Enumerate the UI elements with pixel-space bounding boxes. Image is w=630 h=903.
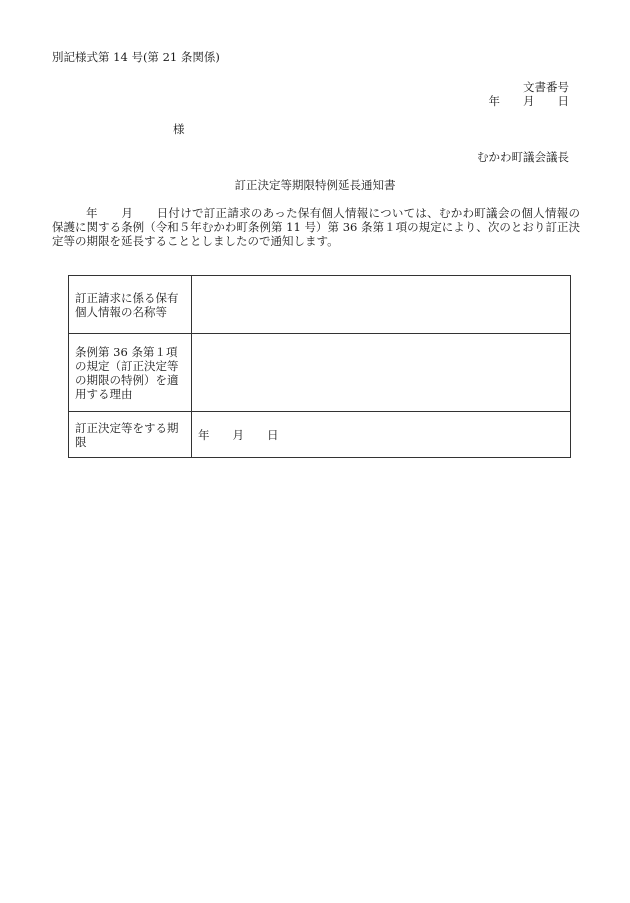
table-row <box>69 334 571 412</box>
row-value-deadline: 年 月 日 <box>192 412 571 458</box>
addressee-honorific: 様 <box>173 122 185 136</box>
notice-details-table <box>68 275 571 458</box>
document-title: 訂正決定等期限特例延長通知書 <box>234 178 396 192</box>
table-row <box>69 412 571 458</box>
row-value-info-name <box>192 276 571 334</box>
document-number-label: 文書番号 <box>523 80 569 94</box>
table-row <box>69 276 571 334</box>
form-reference: 別記様式第 14 号(第 21 条関係) <box>52 50 220 64</box>
issue-date-line: 年 月 日 <box>488 94 569 108</box>
issuer-name: むかわ町議会議長 <box>477 150 569 164</box>
row-value-reason <box>192 334 571 412</box>
row-label-deadline: 訂正決定等をする期限 <box>69 412 192 458</box>
row-label-reason: 条例第 36 条第１項の規定（訂正決定等の期限の特例）を適用する理由 <box>69 334 192 412</box>
row-label-info-name: 訂正請求に係る保有個人情報の名称等 <box>69 276 192 334</box>
notice-body-text: 年 月 日付けで訂正請求のあった保有個人情報については、むかわ町議会の個人情報の保護に関する条例（令和５年むかわ町条例第 11 号）第 36 条第１項の規定により、次のとおり訂正決定等の期限を延長することとしましたので通知します。 <box>52 206 580 248</box>
